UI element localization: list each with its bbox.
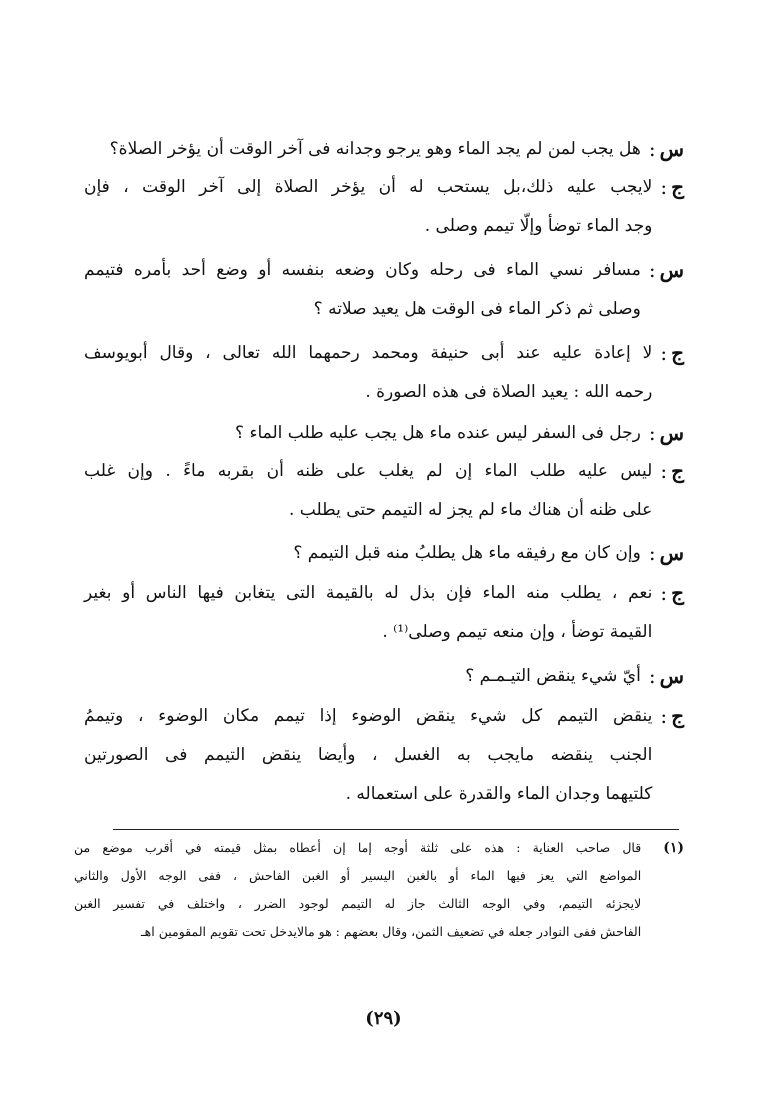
qa-label-colon: : <box>648 664 656 688</box>
qa-text <box>84 130 641 169</box>
qa-label-colon: : <box>648 258 656 282</box>
text-line: أيّ شيء ينقض التيـمـم ؟ <box>465 666 641 686</box>
qa-text <box>84 534 641 573</box>
text-line: مسافر نسي الماء فى رحله وكان وضعه بنفسه أو وضع أحد بأمره فتيمم <box>84 260 641 280</box>
qa-label-letter: ج <box>671 175 684 199</box>
text-line: وجد الماء توضأ وإلّا تيمم وصلى . <box>424 216 653 236</box>
qa-label-letter: س <box>659 421 684 445</box>
footnote-line: قال صاحب العناية : هذه على ثلثة أوجه إما إن أعطاه بمثل قيمته في أقرب موضع من <box>74 840 642 855</box>
qa-label-colon: : <box>660 341 668 365</box>
qa-label-colon: : <box>648 541 656 565</box>
answer-block <box>84 334 684 412</box>
qa-text <box>84 574 652 652</box>
qa-text <box>84 168 652 246</box>
answer-block <box>84 168 684 246</box>
qa-label-colon: : <box>648 137 656 161</box>
text-line: كلتيهما وجدان الماء والقدرة على استعماله . <box>345 784 653 804</box>
qa-label-letter: ج <box>671 341 684 365</box>
footnote-divider <box>113 829 679 830</box>
qa-text <box>84 414 641 453</box>
text-line: لا إعادة عليه عند أبى حنيفة ومحمد رحمهما الله تعالى ، وقال أبويوسف <box>84 343 653 363</box>
answer-label <box>660 697 684 736</box>
qa-label-colon: : <box>660 175 668 199</box>
footnote-line: الفاحش ففى النوادر جعله في تضعيف الثمن، وقال بعضهم : هو مالايدخل تحت تقويم المقومين اهـ <box>141 924 642 939</box>
question-block <box>84 130 684 169</box>
qa-label-colon: : <box>660 704 668 728</box>
question-label <box>649 657 684 696</box>
question-label <box>649 414 684 453</box>
qa-label-letter: س <box>659 541 684 565</box>
qa-label-colon: : <box>660 581 668 605</box>
text-line: لايجب عليه ذلك،بل يستحب له أن يؤخر الصلاة إلى آخر الوقت ، فإن <box>84 177 653 197</box>
qa-label-letter: ج <box>671 581 684 605</box>
text-line: نعم ، يطلب منه الماء فإن بذل له بالقيمة التى يتغابن فيها الناس أو بغير <box>84 583 653 603</box>
footnote-text <box>74 834 641 946</box>
qa-text <box>84 697 652 814</box>
text-line: هل يجب لمن لم يجد الماء وهو يرجو وجدانه فى آخر الوقت أن يؤخر الصلاة؟ <box>109 139 641 159</box>
text-line: ليس عليه طلب الماء إن لم يغلب على ظنه أن بقربه ماءً . وإن غلب <box>84 461 653 481</box>
qa-label-colon: : <box>660 459 668 483</box>
qa-label-letter: ج <box>671 459 684 483</box>
qa-text <box>84 334 652 412</box>
qa-text <box>84 251 641 329</box>
answer-block <box>84 574 684 652</box>
qa-text <box>84 657 641 696</box>
footnote-mark: (١) <box>663 840 684 856</box>
answer-label <box>660 452 684 491</box>
answer-label <box>660 574 684 613</box>
text-line: الجنب ينقضه مايجب به الغسل ، وأيضا ينقض التيمم فى الصورتين <box>84 745 653 765</box>
text-line: القيمة توضأ ، وإن منعه تيمم وصلى⁽¹⁾ . <box>382 622 653 642</box>
question-label <box>649 251 684 290</box>
text-line: على ظنه أن هناك ماء لم يجز له التيمم حتى يطلب . <box>289 500 653 520</box>
qa-label-colon: : <box>648 421 656 445</box>
question-block <box>84 657 684 696</box>
question-label <box>649 130 684 169</box>
qa-label-letter: س <box>659 258 684 282</box>
text-line: وإن كان مع رفيقه ماء هل يطلبُ منه قبل التيمم ؟ <box>293 543 641 563</box>
footnote-line: المواضع التي يعز فيها الماء أو بالغبن اليسير أو الغبن الفاحش ، ففى الوجه الأول والثاني <box>74 868 642 883</box>
answer-block <box>84 697 684 814</box>
text-line: ينقض التيمم كل شيء ينقض الوضوء إذا تيمم مكان الوضوء ، وتيممُ <box>84 706 653 726</box>
qa-label-letter: س <box>659 137 684 161</box>
text-line: رحمه الله : يعيد الصلاة فى هذه الصورة . <box>365 382 653 402</box>
question-block <box>84 251 684 329</box>
question-label <box>649 534 684 573</box>
question-block <box>84 534 684 573</box>
page-number: (٢٩) <box>365 1008 402 1029</box>
footnote <box>74 834 684 946</box>
text-line: رجل فى السفر ليس عنده ماء هل يجب عليه طلب الماء ؟ <box>235 423 641 443</box>
qa-text <box>84 452 652 530</box>
qa-label-letter: س <box>659 664 684 688</box>
footnote-line: لايجزئه التيمم، وفي الوجه الثالث جاز له التيمم لوجود الضرر ، واختلف في تفسير الغبن <box>74 896 642 911</box>
question-block <box>84 414 684 453</box>
answer-block <box>84 452 684 530</box>
qa-label-letter: ج <box>671 704 684 728</box>
text-line: وصلى ثم ذكر الماء فى الوقت هل يعيد صلاته ؟ <box>313 299 641 319</box>
answer-label <box>660 334 684 373</box>
answer-label <box>660 168 684 207</box>
